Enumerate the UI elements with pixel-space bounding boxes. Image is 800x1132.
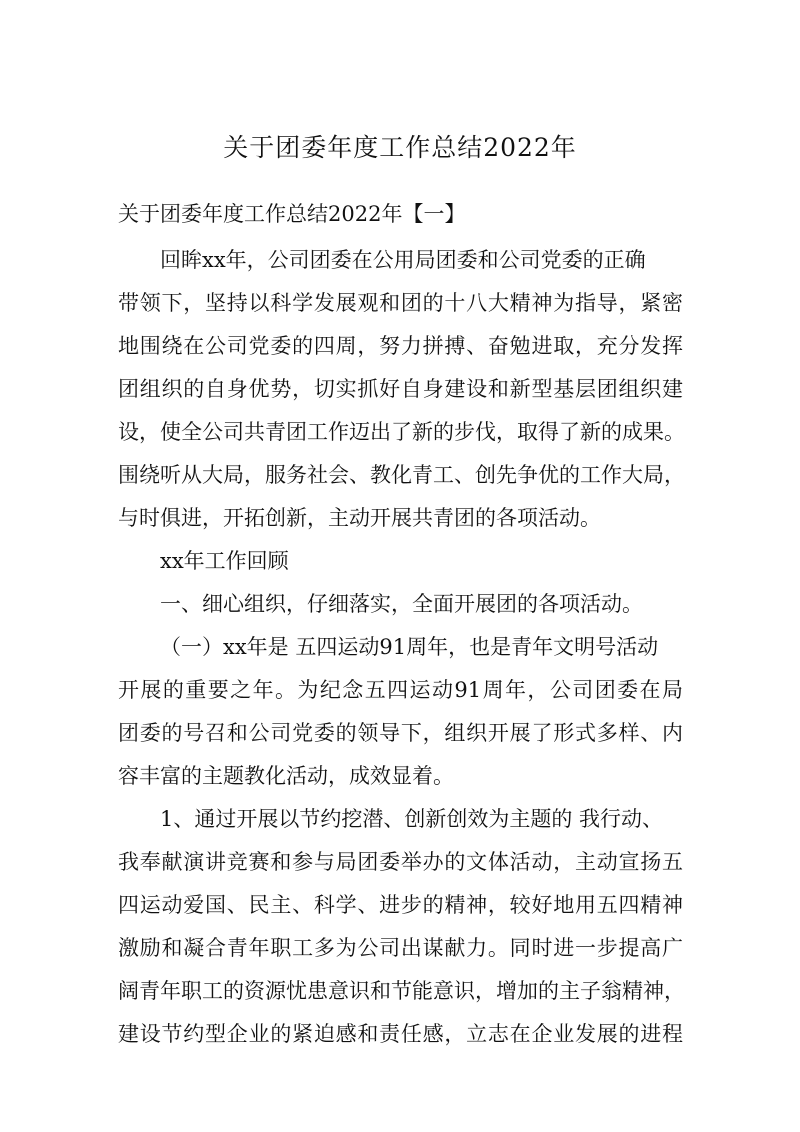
paragraph-line: 阔青年职工的资源忧患意识和节能意识，增加的主子翁精神， bbox=[118, 979, 685, 1003]
paragraph-line: 激励和凝合青年职工多为公司出谋献力。同时进一步提高广 bbox=[118, 936, 683, 960]
paragraph-line: 团委的号召和公司党委的领导下，组织开展了形式多样、内 bbox=[118, 721, 683, 745]
paragraph-line: 地围绕在公司党委的四周，努力拼搏、奋勉进取，充分发挥 bbox=[118, 334, 683, 358]
paragraph-line: 带领下，坚持以科学发展观和团的十八大精神为指导，紧密 bbox=[118, 291, 683, 315]
paragraph-line: 围绕听从大局，服务社会、教化青工、创先争优的工作大局， bbox=[118, 463, 685, 487]
paragraph-line: 1、通过开展以节约挖潜、创新创效为主题的 我行动、 bbox=[160, 807, 664, 831]
paragraph-line: 容丰富的主题教化活动，成效显着。 bbox=[118, 764, 454, 788]
paragraph-line: 我奉献演讲竞赛和参与局团委举办的文体活动，主动宣扬五 bbox=[118, 850, 683, 874]
paragraph-line: 设，使全公司共青团工作迈出了新的步伐，取得了新的成果。 bbox=[118, 420, 685, 444]
paragraph-line: 回眸xx年，公司团委在公用局团委和公司党委的正确 bbox=[160, 248, 646, 272]
paragraph-line: （一）xx年是 五四运动91周年，也是青年文明号活动 bbox=[160, 635, 659, 659]
section-heading: xx年工作回顾 bbox=[160, 549, 289, 573]
document-title: 关于团委年度工作总结2022年 bbox=[223, 133, 577, 162]
paragraph-line: 团组织的自身优势，切实抓好自身建设和新型基层团组织建 bbox=[118, 377, 683, 401]
document-subtitle: 关于团委年度工作总结2022年【一】 bbox=[118, 202, 466, 226]
paragraph-line: 四运动爱国、民主、科学、进步的精神，较好地用五四精神 bbox=[118, 893, 683, 917]
item-heading: 一、细心组织，仔细落实，全面开展团的各项活动。 bbox=[160, 592, 643, 616]
paragraph-line: 与时俱进，开拓创新，主动开展共青团的各项活动。 bbox=[118, 506, 601, 530]
paragraph-line: 建设节约型企业的紧迫感和责任感，立志在企业发展的进程 bbox=[118, 1022, 683, 1046]
paragraph-line: 开展的重要之年。为纪念五四运动91周年，公司团委在局 bbox=[118, 678, 683, 702]
